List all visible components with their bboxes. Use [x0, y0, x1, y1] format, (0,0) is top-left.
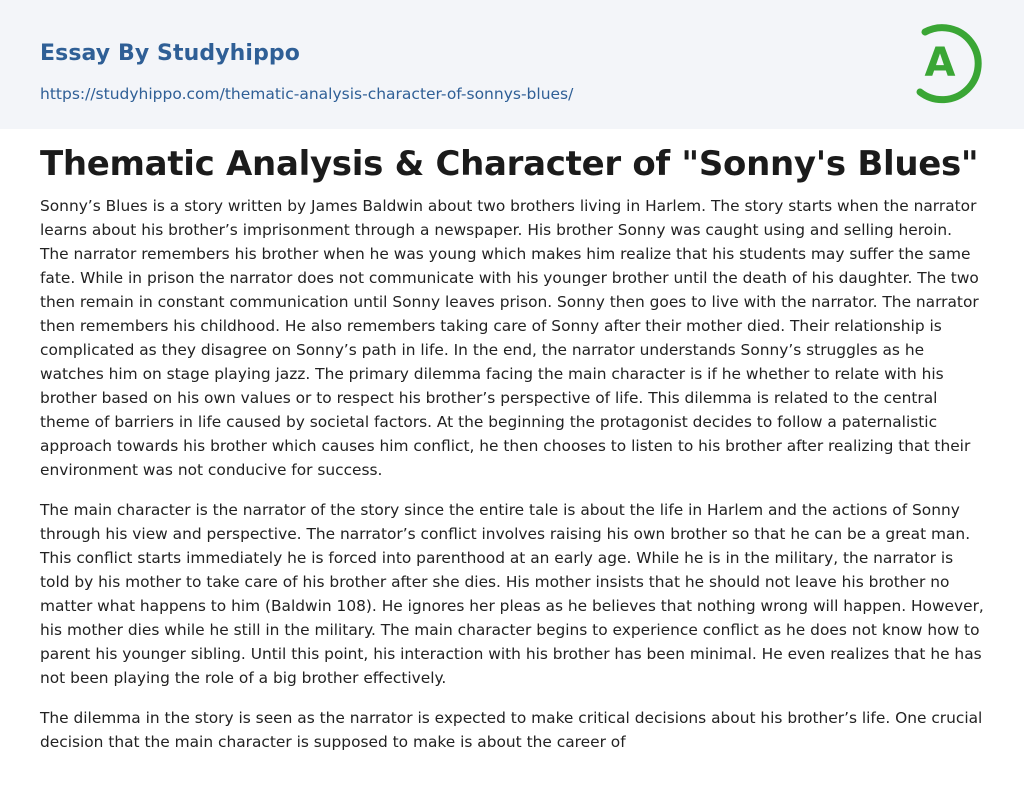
- essay-body: [40, 194, 984, 770]
- page-header: [0, 0, 1024, 129]
- essay-title: Thematic Analysis & Character of "Sonny's Blues": [40, 144, 979, 184]
- studyhippo-logo-icon[interactable]: [910, 18, 988, 106]
- essay-paragraph: The main character is the narrator of the story since the entire tale is about the life in Harlem and the actions of Sonny through his view and perspective. The narrator’s conflict involves raising his own brother so that he can be a great man. This conflict starts immediately he is forced into parenthood at an early age. While he is in the military, the narrator is told by his mother to take care of his brother after she dies. His mother insists that he should not leave his brother no matter what happens to him (Baldwin 108). He ignores her pleas as he believes that nothing wrong will happen. However, his mother dies while he still in the military. The main character begins to experience conflict as he does not know how to parent his younger sibling. Until this point, his interaction with his brother has been minimal. He even realizes that he has not been playing the role of a big brother effectively.: [40, 501, 984, 687]
- essay-url-link[interactable]: https://studyhippo.com/thematic-analysis-character-of-sonnys-blues/: [40, 85, 574, 103]
- essay-paragraph: Sonny’s Blues is a story written by James Baldwin about two brothers living in Harlem. The story starts when the narrator learns about his brother’s imprisonment through a newspaper. His brother Sonny was caught using and selling heroin. The narrator remembers his brother when he was young which makes him realize that his students may suffer the same fate. While in prison the narrator does not communicate with his younger brother until the death of his daughter. The two then remain in constant communication until Sonny leaves prison. Sonny then goes to live with the narrator. The narrator then remembers his childhood. He also remembers taking care of Sonny after their mother died. Their relationship is complicated as they disagree on Sonny’s path in life. In the end, the narrator understands Sonny’s struggles as he watches him on stage playing jazz. The primary dilemma facing the main character is if he whether to relate with his brother based on his own values or to respect his brother’s perspective of life. This dilemma is related to the central theme of barriers in life caused by societal factors. At the beginning the protagonist decides to follow a paternalistic approach towards his brother which causes him conflict, he then chooses to listen to his brother after realizing that their environment was not conducive for success.: [40, 197, 979, 479]
- logo-letter: A: [924, 40, 956, 86]
- site-brand[interactable]: Essay By Studyhippo: [40, 41, 300, 66]
- essay-paragraph: The dilemma in the story is seen as the narrator is expected to make critical decisions about his brother’s life. One crucial decision that the main character is supposed to make is about the career of: [40, 709, 983, 751]
